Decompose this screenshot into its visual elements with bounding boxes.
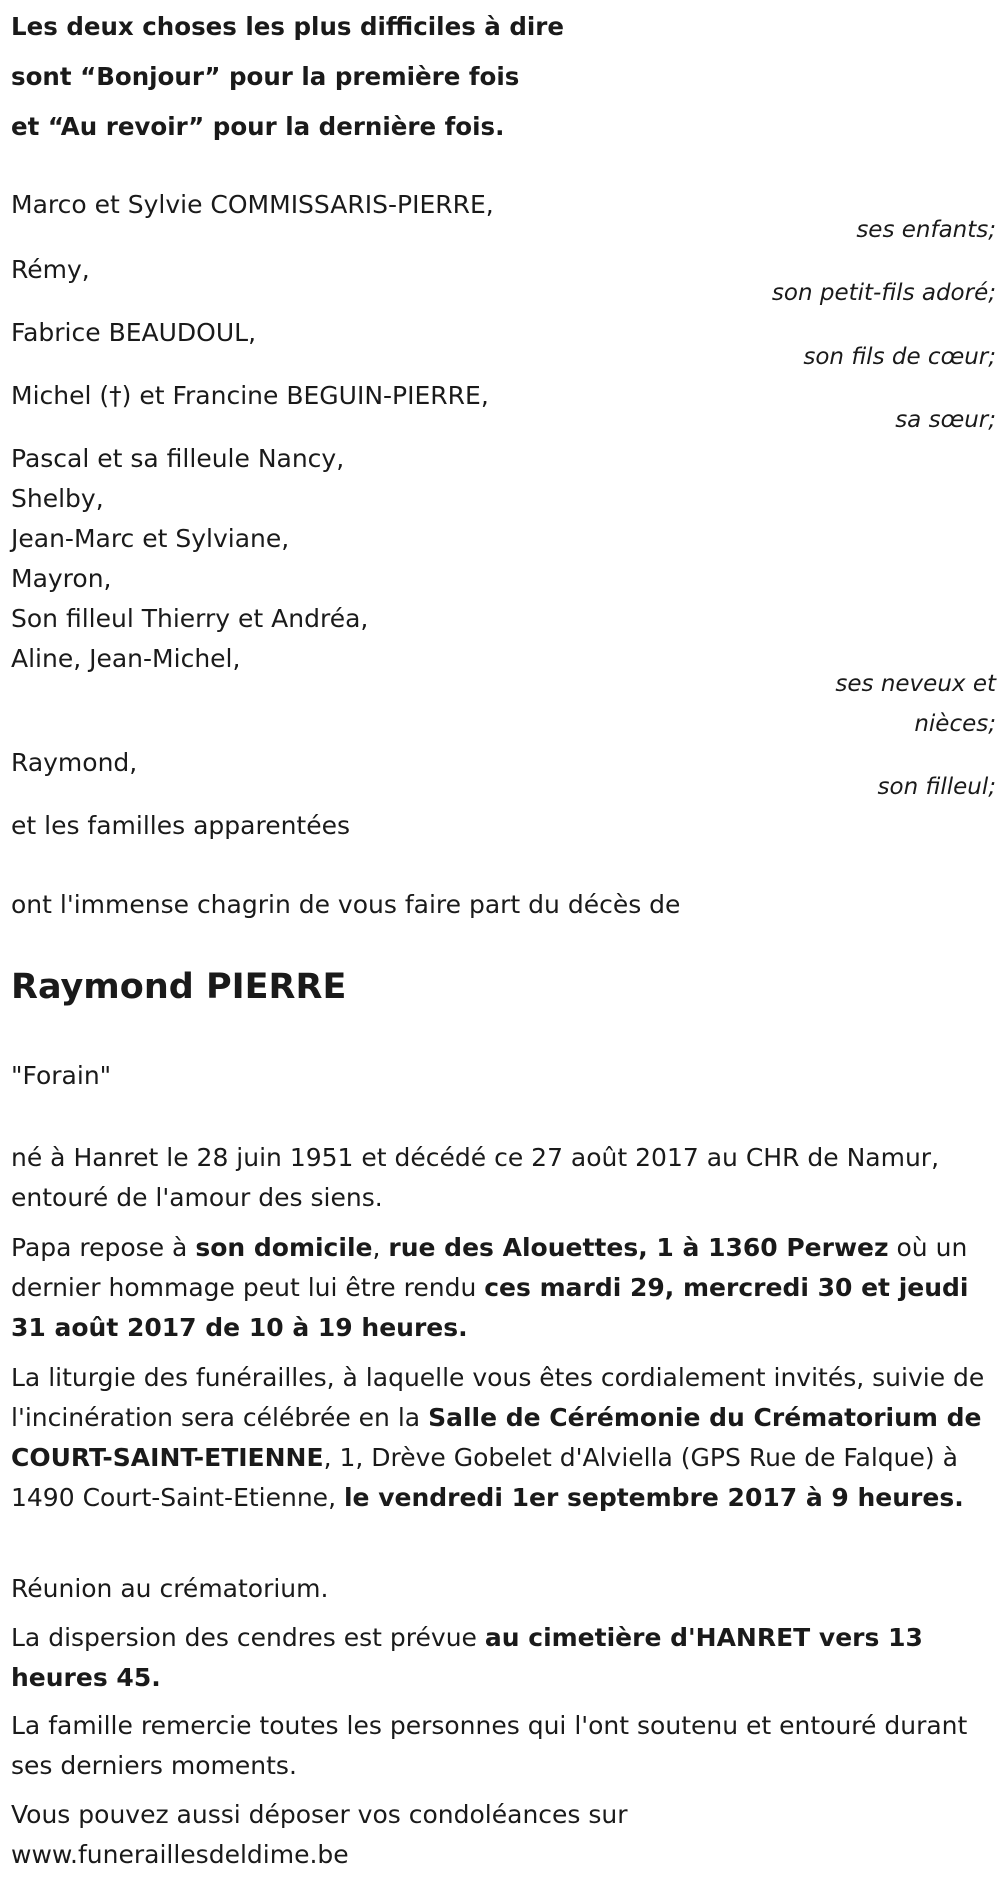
family-heart-son: Fabrice BEAUDOUL, — [11, 318, 257, 347]
condolences-paragraph — [11, 1795, 996, 1875]
rest-text-3: où un dernier hommage peut lui être rendu — [11, 1233, 968, 1302]
condolences-website: www.funeraillesdeldime.be — [11, 1840, 349, 1869]
liturgy-text-1: La liturgie des funérailles, à laquelle vous êtes cordialement invités, suivie de l'incinération sera célébrée en la — [11, 1363, 985, 1432]
family-grandson: Rémy, — [11, 255, 90, 284]
rest-bold-address: rue des Alouettes, 1 à 1360 Perwez — [388, 1233, 889, 1262]
relation-heart-son: son fils de cœur; — [803, 344, 996, 370]
rest-text-1: Papa repose à — [11, 1233, 196, 1262]
family-nephew-1: Pascal et sa filleule Nancy, — [11, 444, 345, 473]
reunion-paragraph: Réunion au crématorium. — [11, 1574, 329, 1603]
liturgy-bold-date: le vendredi 1er septembre 2017 à 9 heures. — [343, 1483, 964, 1512]
relation-grandson: son petit-fils adoré; — [771, 280, 996, 306]
rest-bold-domicile: son domicile — [195, 1233, 373, 1262]
dispersion-text: La dispersion des cendres est prévue — [11, 1623, 485, 1652]
rest-text-2: , — [372, 1233, 389, 1262]
family-sister: Michel (†) et Francine BEGUIN-PIERRE, — [11, 381, 489, 410]
liturgy-paragraph — [11, 1358, 996, 1518]
dispersion-paragraph — [11, 1618, 996, 1698]
family-godson: Raymond, — [11, 748, 138, 777]
relation-children: ses enfants; — [856, 217, 996, 243]
announcement-text: ont l'immense chagrin de vous faire part du décès de — [11, 890, 681, 919]
family-relatives: et les familles apparentées — [11, 811, 351, 840]
liturgy-text-2: , 1, Drève Gobelet d'Alviella (GPS Rue de Falque) à 1490 Court-Saint-Etienne, — [11, 1443, 958, 1512]
liturgy-bold-venue: Salle de Cérémonie du Crématorium de COURT-SAINT-ETIENNE — [11, 1403, 982, 1472]
relation-nephews-line-1: ses neveux et — [835, 671, 996, 697]
birth-death-paragraph: né à Hanret le 28 juin 1951 et décédé ce 27 août 2017 au CHR de Namur, entouré de l'amour des siens. — [11, 1143, 940, 1212]
family-nephew-6: Aline, Jean-Michel, — [11, 644, 241, 673]
rest-bold-dates: ces mardi 29, mercredi 30 et jeudi 31 août 2017 de 10 à 19 heures. — [11, 1273, 969, 1342]
opening-quote — [11, 2, 651, 152]
family-children: Marco et Sylvie COMMISSARIS-PIERRE, — [11, 190, 494, 219]
quote-line-3: et “Au revoir” pour la dernière fois. — [11, 112, 505, 141]
thanks-paragraph: La famille remercie toutes les personnes qui l'ont soutenu et entouré durant ses derniers moments. — [11, 1711, 968, 1780]
quote-line-2: sont “Bonjour” pour la première fois — [11, 62, 520, 91]
quote-line-1: Les deux choses les plus difficiles à dire — [11, 12, 564, 41]
family-nephew-3: Jean-Marc et Sylviane, — [11, 524, 290, 553]
condolences-text: Vous pouvez aussi déposer vos condoléances sur — [11, 1800, 628, 1829]
deceased-name: Raymond PIERRE — [11, 967, 347, 1007]
relation-nephews-line-2: nièces; — [914, 711, 996, 737]
family-nephew-5: Son filleul Thierry et Andréa, — [11, 604, 369, 633]
deceased-nickname: "Forain" — [11, 1061, 112, 1090]
family-nephew-2: Shelby, — [11, 484, 104, 513]
relation-godson: son filleul; — [877, 774, 996, 800]
dispersion-bold-location: au cimetière d'HANRET vers 13 heures 45. — [11, 1623, 923, 1692]
rest-paragraph — [11, 1228, 996, 1348]
family-nephew-4: Mayron, — [11, 564, 112, 593]
relation-sister: sa sœur; — [895, 407, 996, 433]
